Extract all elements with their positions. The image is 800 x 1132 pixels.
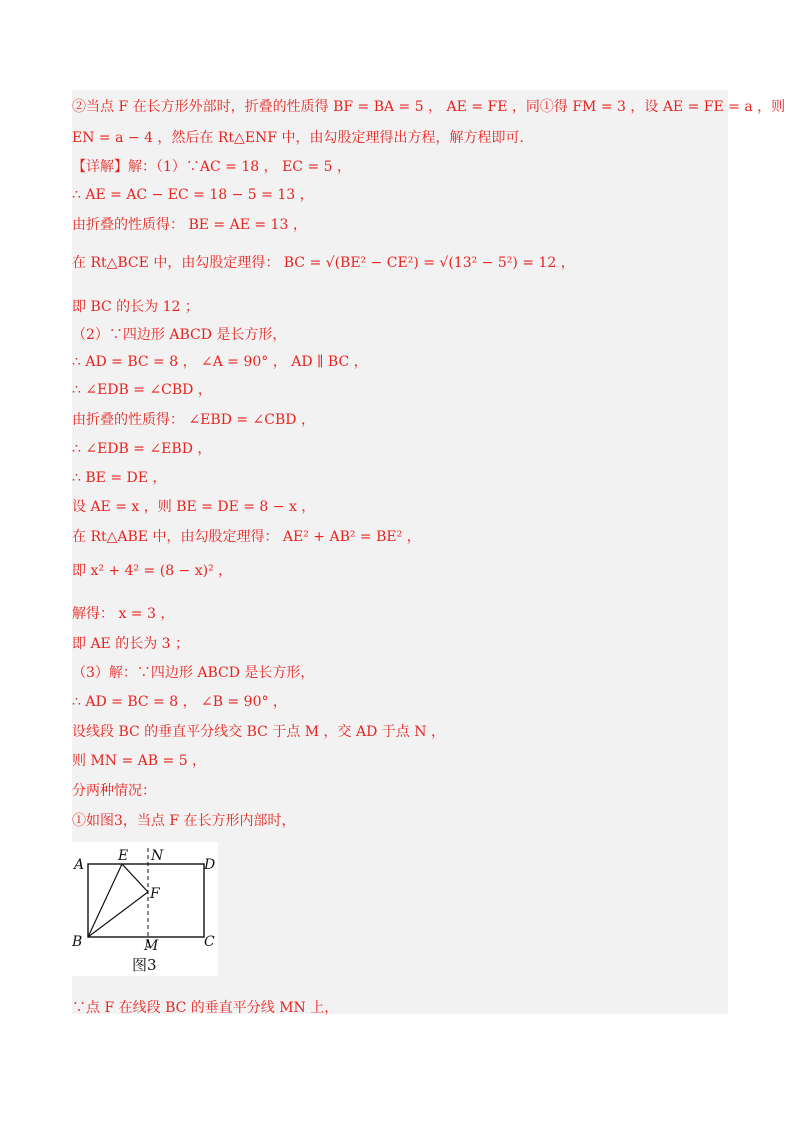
label-b: B: [72, 934, 83, 950]
text-line-14: 在 Rt△ABE 中，由勾股定理得： AE² + AB² = BE² ，: [72, 529, 421, 545]
figure-caption: 图3: [132, 956, 157, 974]
label-a: A: [74, 857, 85, 873]
text-line-13: 设 AE = x ，则 BE = DE = 8 − x ，: [72, 499, 316, 515]
text-line-21: 则 MN = AB = 5 ，: [72, 753, 207, 769]
figure-3-diagram: [72, 842, 218, 976]
segment-ef: [122, 864, 148, 892]
text-line-19: ∴ AD = BC = 8 ， ∠B = 90° ，: [72, 694, 287, 710]
text-line-8: ∴ AD = BC = 8 ， ∠A = 90° ， AD ∥ BC ，: [72, 354, 368, 370]
text-line-1b: EN = a − 4 ，然后在 Rt△ENF 中，由勾股定理得出方程，解方程即可.: [72, 130, 524, 146]
label-c: C: [204, 934, 215, 950]
text-line-16: 解得： x = 3 ，: [72, 606, 175, 622]
text-line-3: ∴ AE = AC − EC = 18 − 5 = 13 ，: [72, 187, 314, 203]
text-line-20: 设线段 BC 的垂直平分线交 BC 于点 M ，交 AD 于点 N ，: [72, 724, 445, 740]
detail-heading: 【详解】解：（1）∵AC = 18 ， EC = 5 ，: [72, 159, 351, 175]
text-line-18: （3）解：∵四边形 ABCD 是长方形，: [72, 665, 315, 681]
segment-be: [88, 864, 122, 937]
text-line-23: ①如图3，当点 F 在长方形内部时，: [72, 813, 296, 829]
label-n: N: [151, 848, 164, 864]
text-line-12: ∴ BE = DE ，: [72, 470, 167, 486]
text-line-15: 即 x² + 4² = (8 − x)² ，: [72, 563, 233, 579]
label-m: M: [144, 938, 159, 954]
text-line-24: ∵点 F 在线段 BC 的垂直平分线 MN 上，: [72, 1000, 339, 1016]
label-d: D: [204, 857, 216, 873]
label-f: F: [150, 886, 160, 902]
text-line-22: 分两种情况：: [72, 783, 156, 799]
label-e: E: [118, 848, 129, 864]
text-line-17: 即 AE 的长为 3 ；: [72, 636, 190, 652]
text-line-5: 在 Rt△BCE 中，由勾股定理得： BC = √(BE² − CE²) = √(13² − 5²) = 12 ，: [72, 255, 575, 271]
text-line-6: 即 BC 的长为 12 ；: [72, 299, 199, 315]
text-line-10: 由折叠的性质得： ∠EBD = ∠CBD ，: [72, 412, 315, 428]
text-line-4: 由折叠的性质得： BE = AE = 13 ，: [72, 217, 307, 233]
figure-3: [72, 842, 218, 976]
text-line-9: ∴ ∠EDB = ∠CBD ，: [72, 382, 212, 398]
text-line-11: ∴ ∠EDB = ∠EBD ，: [72, 441, 212, 457]
segment-bf: [88, 892, 148, 937]
text-line-1a: ②当点 F 在长方形外部时，折叠的性质得 BF = BA = 5 ， AE = FE ，同①得 FM = 3 ，设 AE = FE = a ，则: [72, 99, 786, 115]
text-line-7: （2）∵四边形 ABCD 是长方形，: [72, 327, 287, 343]
